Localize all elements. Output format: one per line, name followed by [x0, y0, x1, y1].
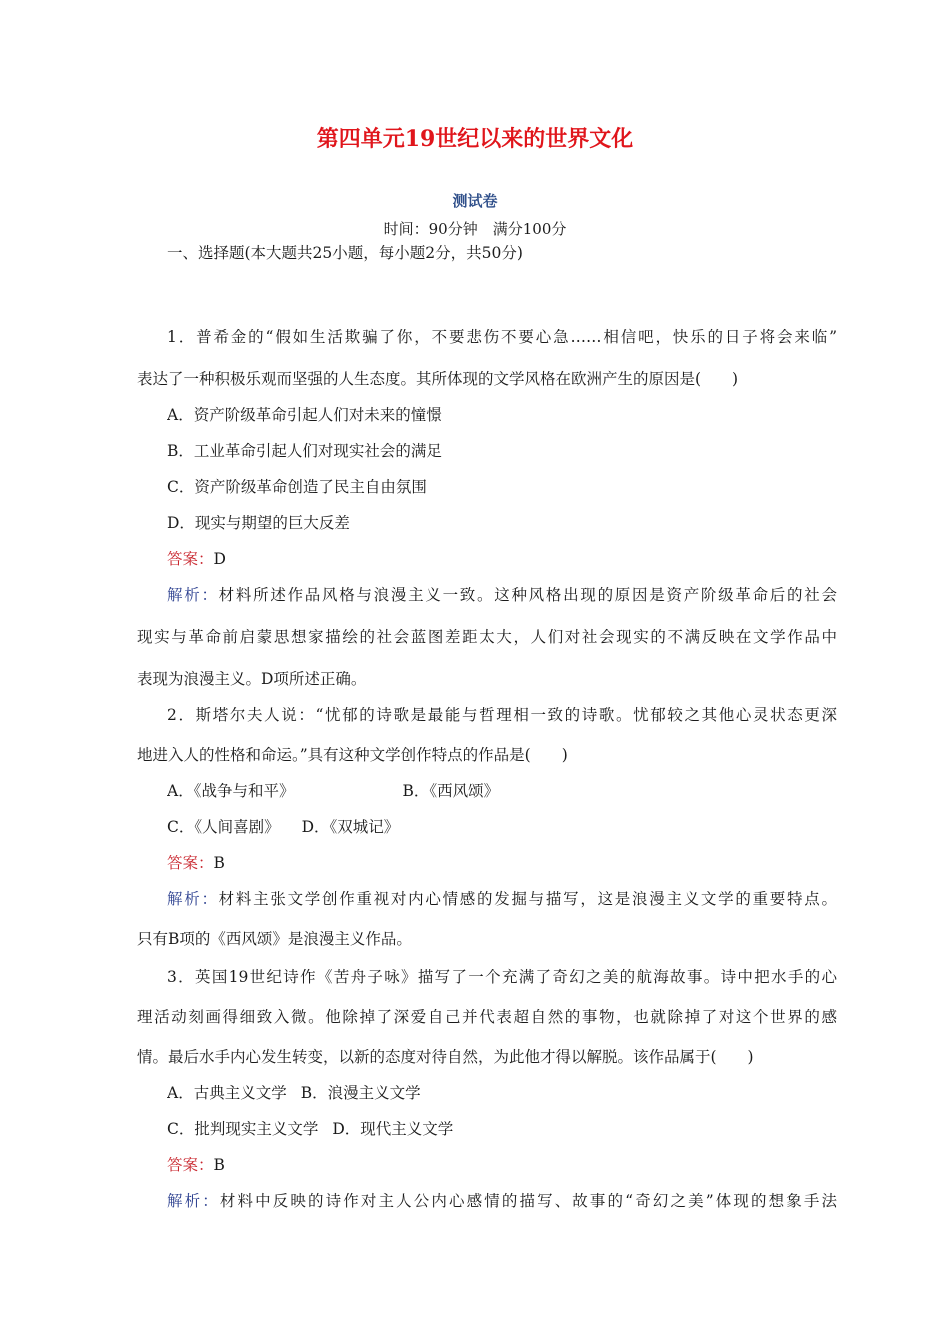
q2-options-row-1	[167, 780, 837, 802]
q1-option-a: A．资产阶级革命引起人们对未来的憧憬	[167, 406, 442, 424]
q1-option-c: C．资产阶级革命创造了民主自由氛围	[167, 478, 427, 496]
explanation-label: 解析：	[167, 1192, 220, 1210]
explanation-text: 材料主张文学创作重视对内心情感的发掘与描写，这是浪漫主义文学的重要特点。	[218, 890, 837, 908]
q3-options-row-2	[167, 1118, 837, 1140]
q2-option-a: A．《战争与和平》	[167, 782, 295, 800]
q3-answer	[167, 1154, 837, 1176]
q2-explanation-line-2: 只有B项的《西风颂》是浪漫主义作品。	[137, 930, 412, 948]
q2-option-c: C．《人间喜剧》	[167, 818, 280, 836]
explanation-label: 解析：	[167, 890, 219, 908]
answer-label: 答案：	[167, 550, 214, 568]
q3-option-c: C．批判现实主义文学	[167, 1120, 319, 1138]
explanation-text: 材料中反映的诗作对主人公内心感情的描写、故事的“奇幻之美”体现的想象手法	[219, 1192, 837, 1210]
q1-stem-line-1: 1．普希金的“假如生活欺骗了你，不要悲伤不要心急……相信吧，快乐的日子将会来临”	[167, 328, 837, 346]
q1-explanation-line-2: 现实与革命前启蒙思想家描绘的社会蓝图差距太大，人们对社会现实的不满反映在文学作品中	[137, 628, 837, 646]
explanation-label: 解析：	[167, 586, 219, 604]
q1-stem-line-2: 表达了一种积极乐观而坚强的人生态度。其所体现的文学风格在欧洲产生的原因是( )	[137, 370, 739, 388]
q1-answer	[167, 548, 837, 570]
section-heading: 一、选择题(本大题共25小题，每小题2分，共50分)	[167, 244, 523, 262]
q2-option-d: D．《双城记》	[301, 818, 400, 836]
q3-explanation-line-1	[167, 1190, 837, 1212]
q3-option-b: B．浪漫主义文学	[300, 1084, 421, 1102]
answer-label: 答案：	[167, 1156, 214, 1174]
test-subtitle: 测试卷	[452, 192, 498, 210]
q2-option-b: B．《西风颂》	[402, 782, 500, 800]
q1-option-b: B．工业革命引起人们对现实社会的满足	[167, 442, 442, 460]
q3-option-d: D．现代主义文学	[332, 1120, 454, 1138]
q3-stem-line-2: 理活动刻画得细致入微。他除掉了深爱自己并代表超自然的事物，也就除掉了对这个世界的感	[137, 1008, 837, 1026]
q3-stem-line-1: 3．英国19世纪诗作《苦舟子咏》描写了一个充满了奇幻之美的航海故事。诗中把水手的心	[167, 968, 837, 986]
q2-stem-line-1: 2．斯塔尔夫人说：“忧郁的诗歌是最能与哲理相一致的诗歌。忧郁较之其他心灵状态更深	[167, 706, 837, 724]
q1-explanation-line-1	[167, 584, 837, 606]
q3-stem-line-3: 情。最后水手内心发生转变，以新的态度对待自然，为此他才得以解脱。该作品属于( )	[137, 1048, 754, 1066]
q2-options-row-2	[167, 816, 837, 838]
page-title: 第四单元19世纪以来的世界文化	[316, 126, 634, 152]
time-info: 时间：90分钟 满分100分	[383, 220, 567, 238]
answer-value: B	[213, 854, 225, 872]
answer-value: D	[213, 550, 226, 568]
answer-value: B	[213, 1156, 225, 1174]
q1-explanation-line-3: 表现为浪漫主义。D项所述正确。	[137, 670, 367, 688]
explanation-text: 材料所述作品风格与浪漫主义一致。这种风格出现的原因是资产阶级革命后的社会	[218, 586, 837, 604]
q3-options-row-1	[167, 1082, 837, 1104]
q2-answer	[167, 852, 837, 874]
q1-option-d: D．现实与期望的巨大反差	[167, 514, 350, 532]
q3-option-a: A．古典主义文学	[167, 1084, 287, 1102]
q2-explanation-line-1	[167, 888, 837, 910]
answer-label: 答案：	[167, 854, 214, 872]
q2-stem-line-2: 地进入人的性格和命运。”具有这种文学创作特点的作品是( )	[137, 746, 568, 764]
